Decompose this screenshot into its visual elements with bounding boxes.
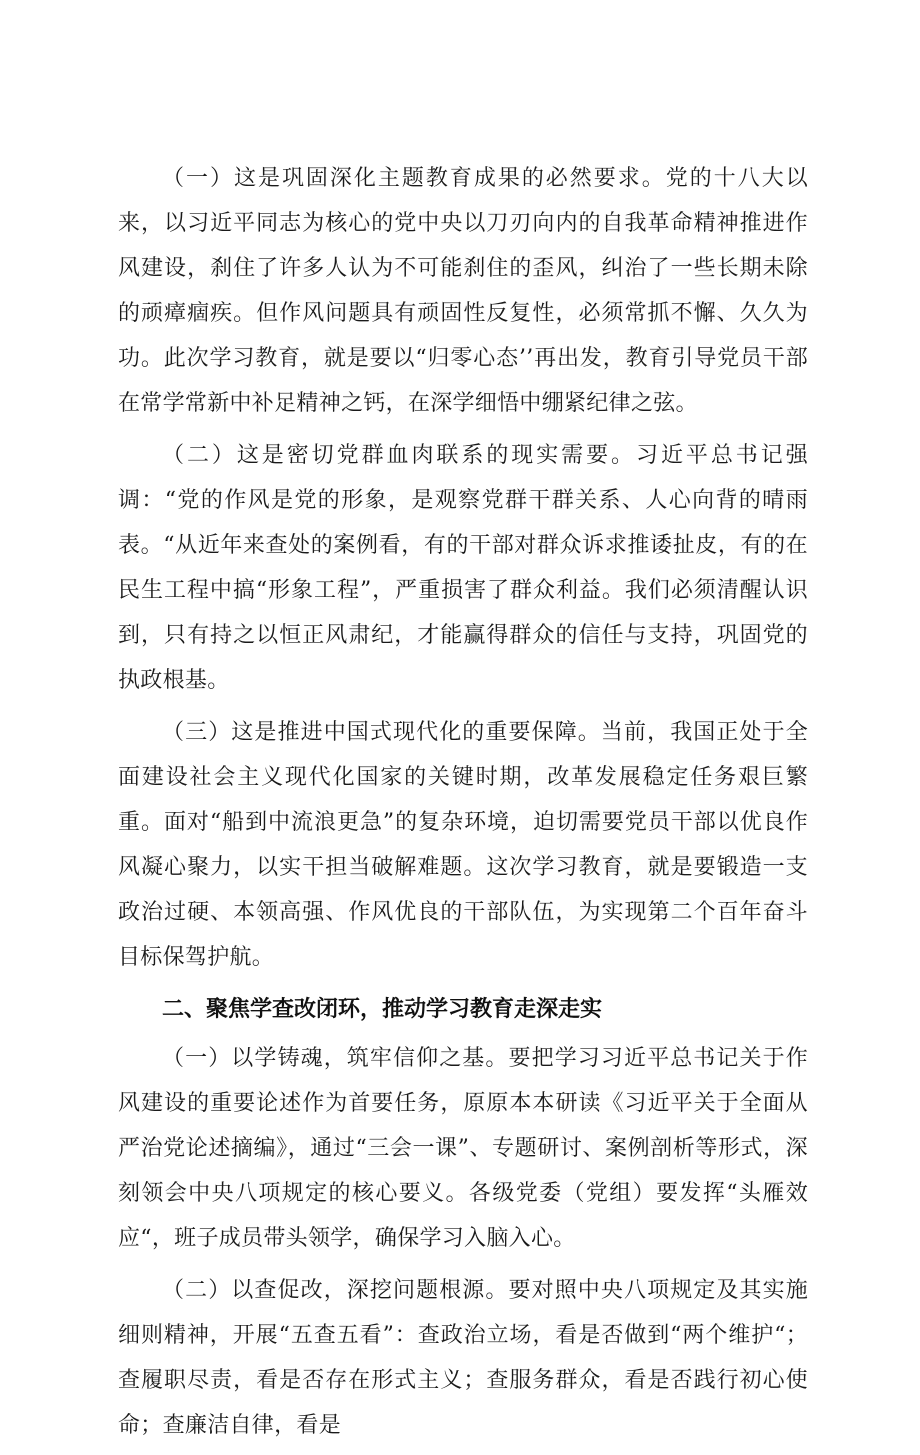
paragraph-2: （二）这是密切党群血肉联系的现实需要。习近平总书记强调：“党的作风是党的形象，是观察党群干群关系、人心向背的晴雨表。“从近年来查处的案例看，有的干部对群众诉求推诿扯皮，有的在民生工程中搞“形象工程”，严重损害了群众利益。我们必须清醒认识到，只有持之以恒正风肃纪，才能赢得群众的信任与支持，巩固党的执政根基。 [118, 443, 808, 693]
paragraph-3: （三）这是推进中国式现代化的重要保障。当前，我国正处于全面建设社会主义现代化国家的关键时期，改革发展稳定任务艰巨繁重。面对“船到中流浪更急”的复杂环境，迫切需要党员干部以优良作风凝心聚力，以实干担当破解难题。这次学习教育，就是要锻造一支政治过硬、本领高强、作风优良的干部队伍，为实现第二个百年奋斗目标保驾护航。 [118, 720, 808, 970]
document-body [118, 156, 808, 1455]
paragraph-1: （一）这是巩固深化主题教育成果的必然要求。党的十八大以来，以习近平同志为核心的党中央以刀刃向内的自我革命精神推进作风建设，刹住了许多人认为不可能刹住的歪风，纠治了一些长期未除的顽瘴痼疾。但作风问题具有顽固性反复性，必须常抓不懈、久久为功。此次学习教育，就是要以“归零心态’’再出发，教育引导党员干部在常学常新中补足精神之钙，在深学细悟中绷紧纪律之弦。 [118, 166, 808, 416]
paragraph-4: （一）以学铸魂，筑牢信仰之基。要把学习习近平总书记关于作风建设的重要论述作为首要任务，原原本本研读《习近平关于全面从严治党论述摘编》，通过“三会一课”、专题研讨、案例剖析等形式，深刻领会中央八项规定的核心要义。各级党委（党组）要发挥“头雁效应“，班子成员带头领学，确保学习入脑入心。 [118, 1046, 808, 1251]
section-heading: 二、聚焦学查改闭环，推动学习教育走深走实 [162, 997, 603, 1022]
paragraph-5: （二）以查促改，深挖问题根源。要对照中央八项规定及其实施细则精神，开展“五查五看”：查政治立场，看是否做到“两个维护“；查履职尽责，看是否存在形式主义；查服务群众，看是否践行初心使命；查廉洁自律，看是 [118, 1278, 808, 1438]
